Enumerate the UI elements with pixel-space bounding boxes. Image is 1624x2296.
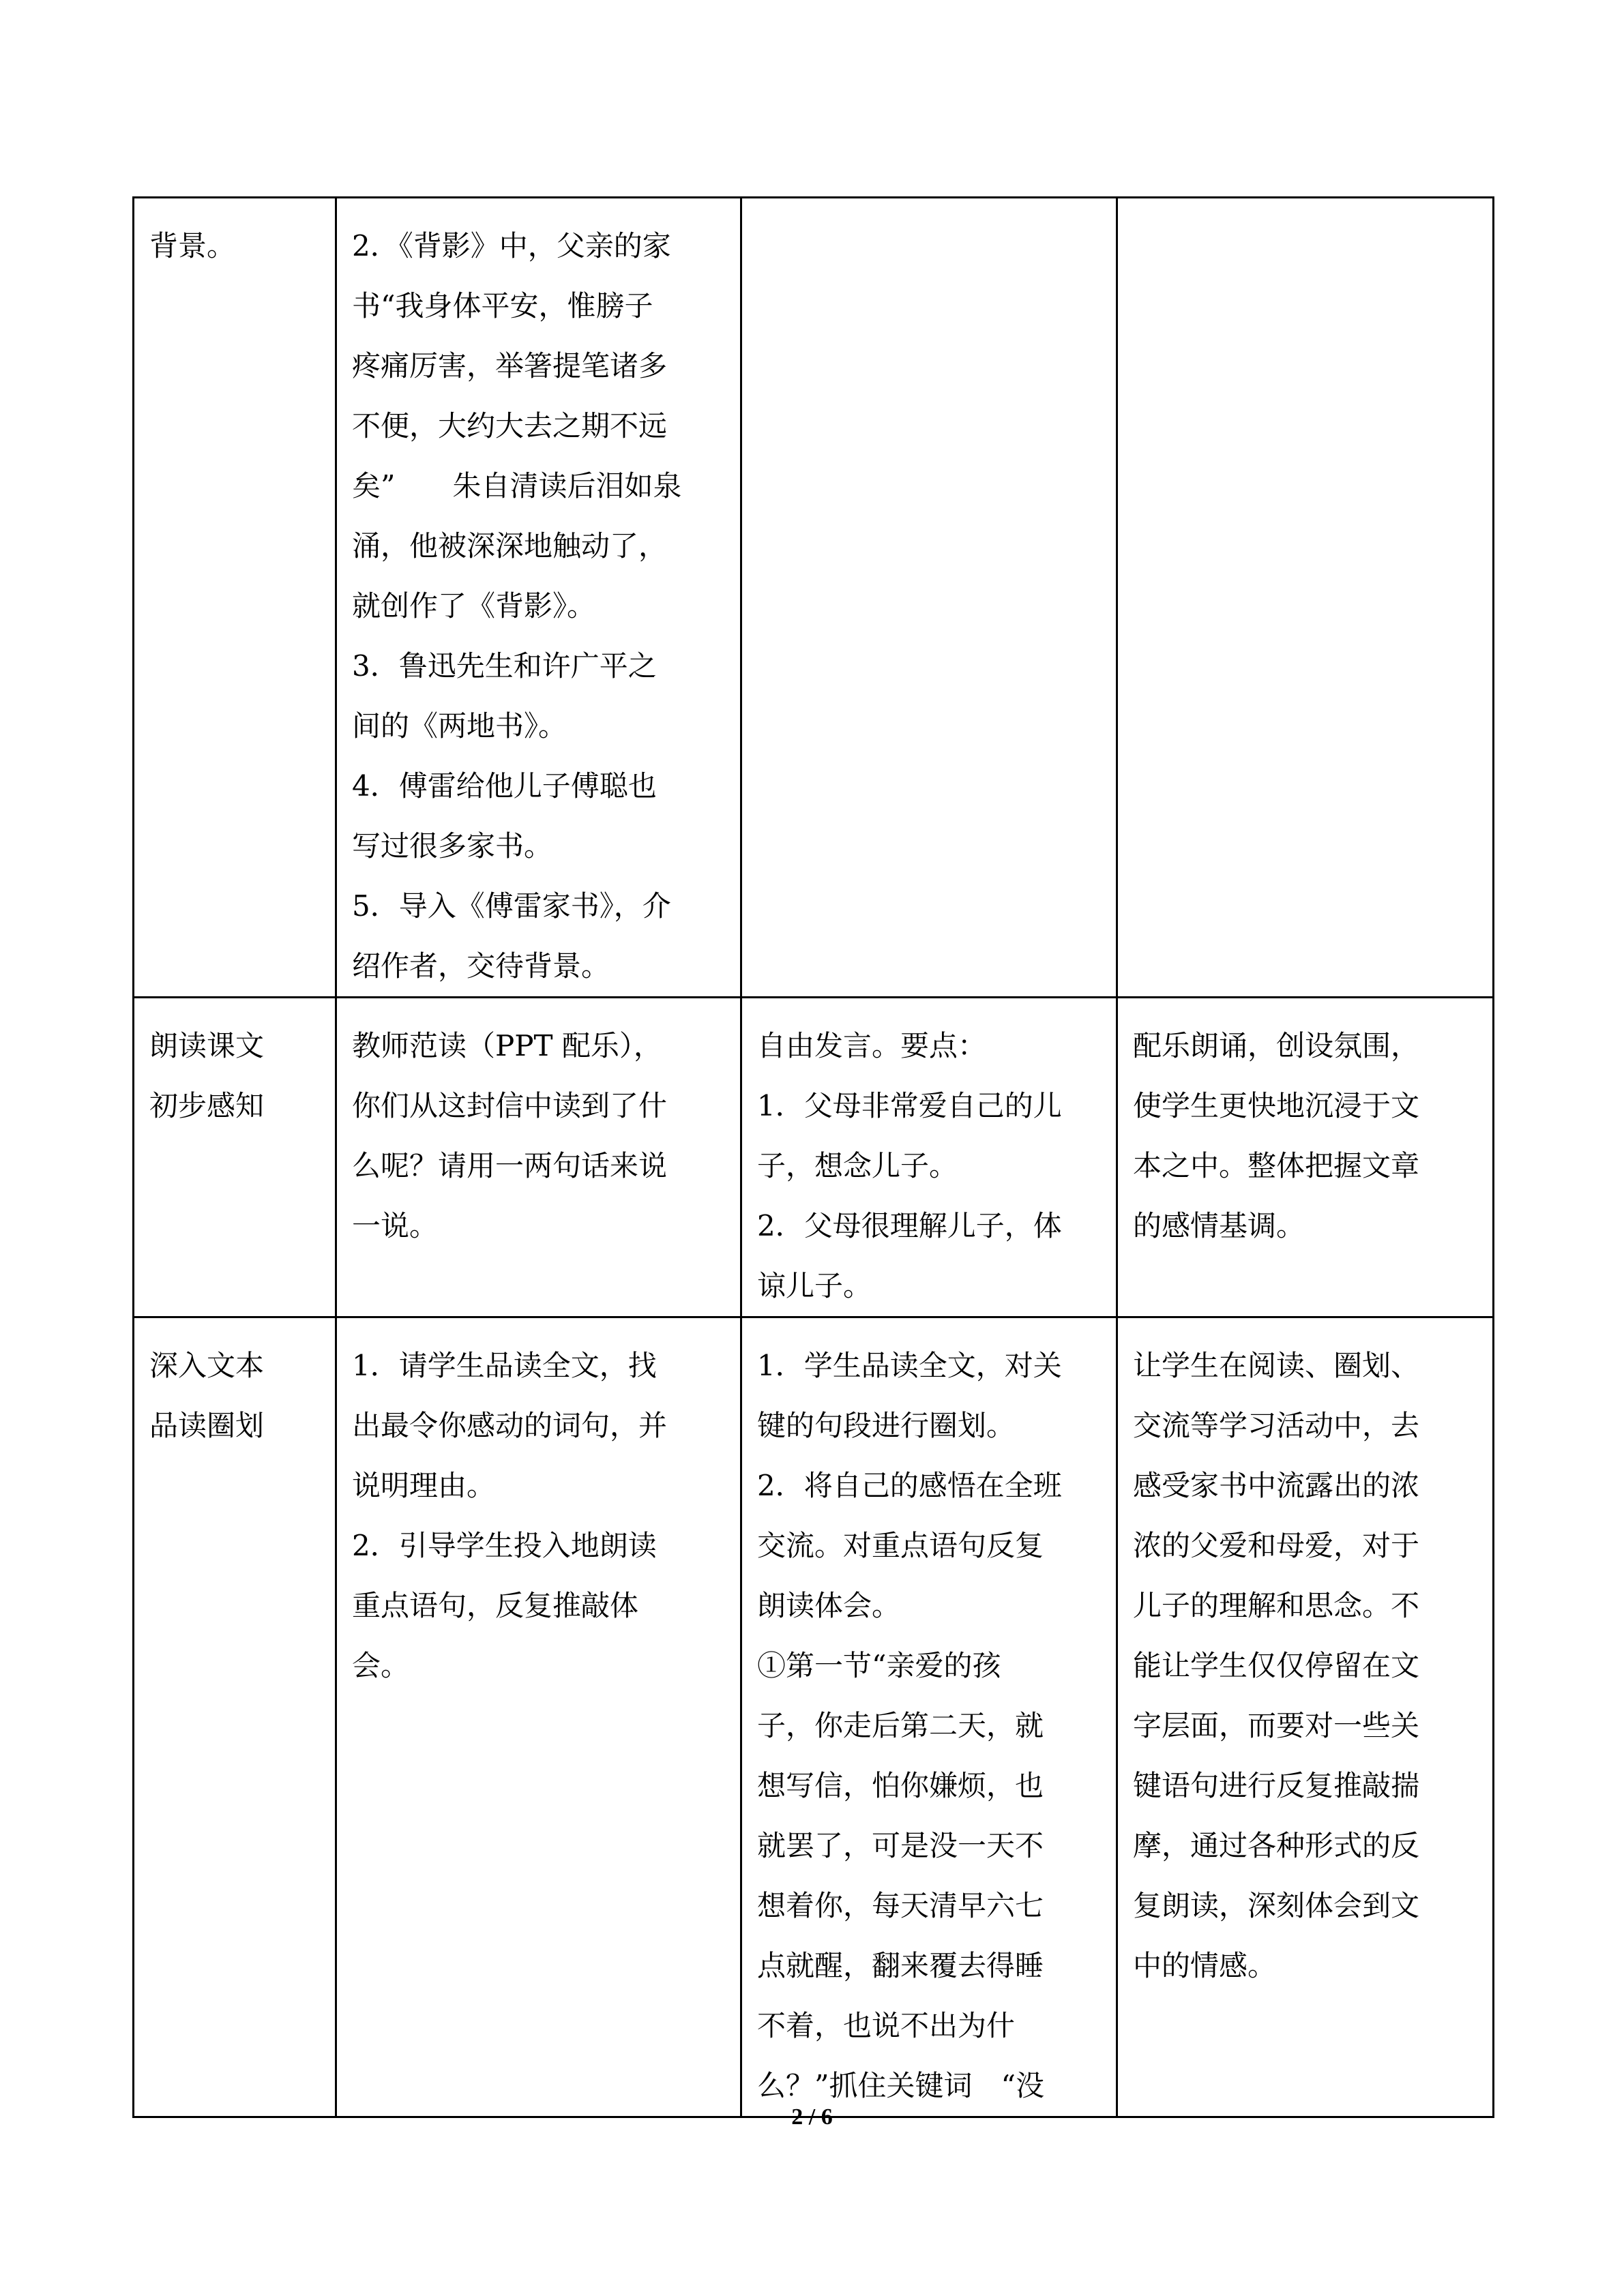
lesson-plan-table [132, 196, 1494, 2118]
cell-text-line: 品读圈划 [149, 1409, 265, 1442]
cell-text-line: 2．将自己的感悟在全班 [757, 1469, 1062, 1502]
table-cell-design-intent [1117, 998, 1494, 1317]
table-cell-teacher-activity [336, 1317, 741, 2117]
cell-text-line: 涌，他被深深地触动了， [352, 529, 668, 563]
cell-text-line: 中的情感。 [1133, 1949, 1277, 1982]
cell-text-line: 1．请学生品读全文，找 [352, 1349, 657, 1382]
table-row [134, 198, 1494, 998]
table-cell-student-activity [741, 1317, 1117, 2117]
cell-text-line: 交流。对重点语句反复 [757, 1529, 1044, 1562]
cell-text-line: 浓的父爱和母爱，对于 [1133, 1529, 1420, 1562]
table-cell-design-intent [1117, 198, 1494, 998]
cell-text-line: 配乐朗诵，创设氛围， [1133, 1029, 1420, 1062]
cell-text-line: 感受家书中流露出的浓 [1133, 1469, 1420, 1502]
cell-text-line: 会。 [352, 1649, 410, 1682]
cell-text-line: 子，想念儿子。 [757, 1149, 958, 1182]
cell-text-line: 么呢？请用一两句话来说 [352, 1149, 668, 1182]
cell-text-line: 你们从这封信中读到了什 [352, 1089, 668, 1122]
cell-text-line: 键语句进行反复推敲揣 [1133, 1769, 1420, 1802]
cell-text-line: 5．导入《傅雷家书》，介 [352, 889, 671, 923]
cell-text-line: 2．引导学生投入地朗读 [352, 1529, 657, 1562]
cell-text-line: 4．傅雷给他儿子傅聪也 [352, 769, 657, 803]
cell-text-line: 想写信，怕你嫌烦，也 [757, 1769, 1044, 1802]
cell-text-line: 让学生在阅读、圈划、 [1133, 1349, 1420, 1382]
cell-text-line: 谅儿子。 [757, 1269, 872, 1302]
cell-text-line: 绍作者，交待背景。 [352, 949, 610, 983]
cell-text-line: 1．父母非常爱自己的儿 [757, 1089, 1062, 1122]
cell-text-line: 深入文本 [149, 1349, 265, 1382]
cell-text-line: 1．学生品读全文，对关 [757, 1349, 1062, 1382]
cell-text-line: 间的《两地书》。 [352, 709, 567, 743]
cell-text-line: 么？”抓住关键词 “没 [757, 2069, 1044, 2102]
cell-text-line: 的感情基调。 [1133, 1209, 1305, 1242]
cell-text-line: 一说。 [352, 1209, 439, 1242]
cell-text-line: 2．《背影》中，父亲的家 [352, 229, 671, 263]
cell-text-line: 背景。 [149, 229, 236, 263]
cell-text-line: 说明理由。 [352, 1469, 496, 1502]
cell-text-line: 交流等学习活动中，去 [1133, 1409, 1420, 1442]
cell-text-line: 摩，通过各种形式的反 [1133, 1829, 1420, 1862]
cell-text-line: 不便，大约大去之期不远 [352, 409, 668, 443]
cell-text-line: 点就醒，翻来覆去得睡 [757, 1949, 1044, 1982]
table-cell-teacher-activity [336, 998, 741, 1317]
cell-text-line: 能让学生仅仅停留在文 [1133, 1649, 1420, 1682]
table-cell-stage [134, 198, 336, 998]
cell-text-line: 重点语句，反复推敲体 [352, 1589, 639, 1622]
cell-text-line: 疼痛厉害，举箸提笔诸多 [352, 349, 668, 383]
cell-text-line: 子，你走后第二天，就 [757, 1709, 1044, 1742]
table-row [134, 1317, 1494, 2117]
cell-text-line: 儿子的理解和思念。不 [1133, 1589, 1420, 1622]
table-cell-design-intent [1117, 1317, 1494, 2117]
cell-text-line: 不着，也说不出为什 [757, 2009, 1016, 2042]
page-number: 2 / 6 [791, 2104, 833, 2130]
cell-text-line: 教师范读（PPT 配乐）， [352, 1029, 662, 1062]
table-cell-stage [134, 1317, 336, 2117]
cell-text-line: 矣” 朱自清读后泪如泉 [352, 469, 682, 503]
table-row [134, 998, 1494, 1317]
cell-text-line: 就创作了《背影》。 [352, 589, 596, 623]
cell-text-line: 写过很多家书。 [352, 829, 553, 863]
cell-text-line: 键的句段进行圈划。 [757, 1409, 1016, 1442]
cell-text-line: 字层面，而要对一些关 [1133, 1709, 1420, 1742]
cell-text-line: ①第一节“亲爱的孩 [757, 1649, 1001, 1682]
cell-text-line: 朗读体会。 [757, 1589, 901, 1622]
cell-text-line: 2．父母很理解儿子，体 [757, 1209, 1062, 1242]
cell-text-line: 就罢了，可是没一天不 [757, 1829, 1044, 1862]
cell-text-line: 复朗读，深刻体会到文 [1133, 1889, 1420, 1922]
cell-text-line: 本之中。整体把握文章 [1133, 1149, 1420, 1182]
cell-text-line: 使学生更快地沉浸于文 [1133, 1089, 1420, 1122]
cell-text-line: 书“我身体平安，惟膀子 [352, 289, 653, 323]
table-cell-student-activity [741, 198, 1117, 998]
cell-text-line: 自由发言。要点： [757, 1029, 987, 1062]
table-cell-student-activity [741, 998, 1117, 1317]
cell-text-line: 想着你，每天清早六七 [757, 1889, 1044, 1922]
table-cell-teacher-activity [336, 198, 741, 998]
table-cell-stage [134, 998, 336, 1317]
cell-text-line: 初步感知 [149, 1089, 265, 1122]
cell-text-line: 出最令你感动的词句，并 [352, 1409, 668, 1442]
cell-text-line: 3．鲁迅先生和许广平之 [352, 649, 657, 683]
cell-text-line: 朗读课文 [149, 1029, 265, 1062]
